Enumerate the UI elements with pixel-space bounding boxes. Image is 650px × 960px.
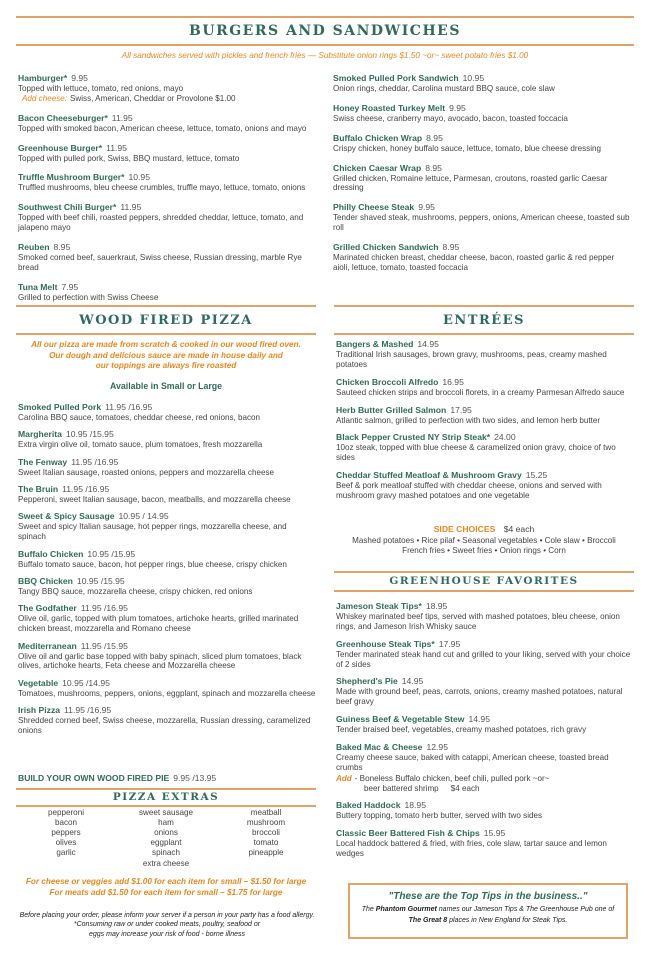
extra-topping: mushroom (246, 818, 286, 828)
menu-item-heading (18, 511, 316, 522)
disclaimer-line: *Consuming raw or under cooked meats, poultry, seafood or (73, 921, 261, 929)
menu-item (18, 549, 316, 570)
menu-item-name: Irish Pizza (18, 705, 61, 716)
side-price: $4 each (503, 524, 535, 534)
menu-item-heading (18, 429, 316, 440)
menu-item-price: 11.95 /16.95 (62, 484, 110, 495)
menu-item-name: Hamburger* (18, 73, 68, 83)
menu-item-price: 11.95 /16.95 (105, 402, 153, 412)
menu-item-heading (336, 432, 634, 443)
menu-item-price: 11.95 /15.95 (80, 640, 128, 651)
menu-item-name: Philly Cheese Steak (333, 202, 415, 213)
menu-item-name: Baked Haddock (336, 800, 401, 811)
menu-item-name: The Bruin (18, 484, 59, 495)
menu-item (336, 601, 634, 632)
menu-item-price: 8.95 (53, 242, 71, 253)
menu-item (336, 714, 634, 735)
menu-item-price: 9.95 (449, 102, 466, 113)
side-choices (334, 524, 634, 556)
menu-item-heading (333, 163, 633, 174)
extras-title: PIZZA EXTRAS (112, 791, 220, 803)
extra-topping: pineapple (248, 848, 284, 858)
mac-addon (336, 774, 634, 794)
pizza-rule-bottom (16, 333, 316, 335)
extra-topping: bacon (54, 818, 78, 828)
extras-note-2: For meats add $1.50 for each item for small – $1.75 for large (49, 887, 283, 897)
menu-item (18, 576, 316, 597)
menu-item-description: Carolina BBQ sauce, tomatoes, cheddar cheese, red onions, bacon (18, 413, 261, 422)
menu-item (336, 432, 634, 463)
menu-item-description: Buffalo tomato sauce, bacon, hot pepper rings, blue cheese, crispy chicken (18, 559, 287, 569)
menu-item (18, 705, 316, 736)
menu-item-heading (333, 103, 633, 114)
menu-item-description: Swiss cheese, cranberry mayo, avocado, bacon, toasted foccacia (333, 113, 568, 123)
menu-item-price: 8.95 (442, 242, 460, 253)
menu-item-heading (18, 73, 318, 84)
menu-item-heading (18, 113, 318, 124)
menu-item-description: Extra virgin olive oil, tomato sauce, plum tomatoes, fresh mozzarella (18, 440, 263, 450)
menu-item-heading (18, 202, 318, 213)
menu-item (18, 73, 318, 104)
menu-item (18, 511, 316, 542)
extras-column-1 (16, 808, 116, 869)
menu-item-price: 10.95 /15.95 (65, 429, 114, 440)
menu-item-heading (336, 714, 634, 725)
menu-item-price: 11.95 /16.95 (71, 456, 119, 467)
menu-item-description: Pepperoni, sweet Italian sausage, bacon, meatballs, and mozzarella cheese (18, 495, 291, 505)
menu-item-name: Greenhouse Burger* (18, 142, 103, 153)
mac-addon-line-1 (336, 774, 634, 784)
side-heading (334, 524, 634, 534)
menu-item (18, 641, 316, 672)
menu-item-name: Mediterranean (18, 640, 77, 651)
menu-item-price: 9.95 (71, 73, 88, 83)
menu-item (333, 242, 633, 273)
menu-item-heading (336, 639, 634, 650)
mac-addon-text: beer battered shrimp (364, 783, 439, 793)
menu-item-price: 18.95 (425, 601, 448, 611)
menu-item-heading (18, 549, 316, 560)
menu-item-price: 11.95 (120, 202, 142, 213)
greenhouse-title: GREENHOUSE FAVORITES (389, 575, 579, 587)
pizza-title: WOOD FIRED PIZZA (79, 313, 253, 328)
menu-item-price: 18.95 (404, 800, 426, 811)
mac-addon-text: - Boneless Buffalo chicken, beef chili, pulled pork ~or~ (354, 773, 550, 783)
menu-item-heading (336, 377, 634, 388)
menu-item (336, 828, 634, 859)
menu-item-name: BBQ Chicken (18, 576, 73, 587)
menu-item-price: 8.95 (425, 162, 442, 173)
menu-item-description: Topped with pulled pork, Swiss, BBQ mustard, lettuce, tomato (18, 153, 240, 163)
extra-topping: tomato (253, 838, 279, 848)
callout-text: places in New England for Steak Tips. (447, 916, 568, 924)
menu-item-price: 11.95 (111, 112, 133, 123)
callout-text: The (361, 906, 376, 914)
burgers-left-col (18, 73, 318, 312)
extras-rule-top (16, 788, 316, 790)
menu-item (336, 470, 634, 501)
extras-notes (16, 877, 316, 898)
menu-item-heading (333, 133, 633, 144)
callout-great8: The Great 8 (408, 916, 448, 924)
menu-item (18, 143, 318, 164)
menu-item-heading (336, 339, 634, 350)
menu-item-name: Cheddar Stuffed Meatloaf & Mushroom Gravy (336, 470, 522, 481)
menu-item-price: 14.95 (468, 714, 490, 725)
menu-item-price: 11.95 (106, 142, 127, 153)
callout-quote: "These are the Top Tips in the business.." (388, 891, 588, 902)
menu-item-description: Creamy cheese sauce, baked with catappi, American cheese, toasted bread crumbs (336, 753, 609, 772)
menu-item-description: Olive oil and garlic base topped with baby spinach, sliced plum tomatoes, black olives, artichoke hearts, Feta cheese and Mozzarella cheese (18, 651, 302, 671)
pizza-intro-line: Our dough and delicious sauce are made in house daily and (49, 350, 283, 360)
addon-text: Swiss, American, Cheddar or Provolone $1.00 (70, 93, 236, 103)
menu-item (18, 172, 318, 193)
extras-column-3 (216, 808, 316, 869)
menu-item-description: Tomatoes, mushrooms, peppers, onions, eggplant, spinach and mozzarella cheese (18, 688, 316, 698)
menu-item-name: The Godfather (18, 603, 77, 614)
menu-item-name: Herb Butter Grilled Salmon (336, 404, 447, 415)
menu-item-name: Smoked Pulled Pork Sandwich (333, 73, 459, 83)
menu-item-price: 10.95 / 14.95 (118, 511, 169, 522)
pizza-intro-line: our toppings are always fire roasted (95, 361, 237, 371)
menu-item-heading (336, 828, 634, 839)
menu-item-description: Traditional Irish sausages, brown gravy, mushrooms, peas, creamy mashed potatoes (336, 350, 607, 369)
greenhouse-rule-top (334, 571, 634, 573)
menu-item (333, 73, 633, 94)
pizza-col (18, 402, 316, 742)
menu-item-name: Margherita (18, 429, 62, 440)
menu-item-heading (336, 676, 634, 687)
menu-item (18, 242, 318, 273)
callout-phantom: Phantom Gourmet (375, 906, 437, 914)
pizza-available: Available in Small or Large (109, 381, 223, 391)
menu-item-price: 9.95 (418, 202, 435, 213)
disclaimer (8, 911, 326, 939)
menu-item-heading (333, 242, 633, 253)
menu-item-description: Onion rings, cheddar, Carolina mustard BBQ sauce, cole slaw (333, 84, 555, 93)
byo-label: BUILD YOUR OWN WOOD FIRED PIE (18, 773, 170, 783)
menu-item-name: Bangers & Mashed (336, 339, 414, 349)
menu-item-price: 10.95 /15.95 (76, 576, 125, 587)
menu-item-price: 17.95 (438, 638, 461, 649)
menu-item-heading (18, 678, 316, 689)
menu-item-price: 17.95 (450, 404, 472, 415)
menu-item-heading (18, 143, 318, 154)
menu-item-description: Sweet Italian sausage, roasted onions, peppers and mozzarella cheese (18, 467, 275, 477)
menu-item-description: Topped with beef chili, roasted peppers, shredded cheddar, lettuce, tomato, and jalapeno mayo (18, 213, 304, 233)
menu-item-heading (18, 172, 318, 183)
menu-item-description: Beef & pork meatloaf stuffed with cheddar cheese, onions and served with mushroom gravy mashed potatoes and one vegetable (336, 481, 602, 501)
extra-topping: peppers (51, 828, 81, 838)
extras-note-1: For cheese or veggies add $1.00 for each item for small – $1.50 for large (25, 877, 307, 886)
menu-item-description: Buttery topping, tomato herb butter, served with two sides (336, 811, 543, 821)
top-rule (16, 16, 634, 18)
menu-item-description: Grilled chicken, Romaine lettuce, Parmesan, croutons, roasted garlic Caesar dressing (333, 173, 608, 193)
menu-item (333, 133, 633, 154)
menu-item (336, 800, 634, 821)
menu-item-description: Tender shaved steak, mushrooms, peppers, onions, American cheese, toasted sub roll (333, 213, 630, 233)
menu-item-heading (18, 242, 318, 253)
entrees-col (336, 339, 634, 508)
burgers-title: BURGERS AND SANDWICHES (189, 23, 461, 39)
menu-item-price: 10.95 (462, 73, 485, 83)
menu-item-price: 24.00 (494, 432, 516, 443)
menu-item-price: 15.25 (525, 470, 548, 481)
menu-item (18, 429, 316, 450)
extra-topping: garlic (56, 848, 76, 858)
menu-item-heading (336, 405, 634, 416)
byo-price: 9.95 /13.95 (173, 773, 217, 783)
extra-topping: pepperoni (47, 808, 84, 817)
menu-item-name: Classic Beer Battered Fish & Chips (336, 828, 480, 839)
menu-item-price: 14.95 (417, 339, 439, 349)
menu-item-description: Atlantic salmon, grilled to perfection with two sides, and lemon herb butter (336, 415, 601, 425)
menu-item-name: Southwest Chili Burger* (18, 202, 117, 213)
mac-addon-line-2 (336, 784, 634, 794)
menu-item-name: Chicken Broccoli Alfredo (336, 376, 439, 387)
menu-item-heading (18, 282, 318, 293)
menu-item (18, 678, 316, 699)
menu-item-name: Shepherd's Pie (336, 676, 398, 687)
greenhouse-col (336, 601, 634, 866)
menu-item-price: 12.95 (426, 742, 448, 753)
menu-item-name: Vegetable (18, 677, 59, 688)
menu-item (333, 103, 633, 124)
menu-item-heading (18, 484, 316, 495)
extra-topping: eggplant (150, 838, 182, 848)
menu-item-heading (336, 800, 634, 811)
menu-item-price: 15.95 (483, 828, 506, 839)
menu-item-name: Bacon Cheeseburger* (18, 112, 108, 123)
menu-item-price: 16.95 (442, 376, 464, 387)
menu-item (336, 405, 634, 426)
menu-item-price: 11.95 /16.95 (64, 705, 112, 716)
menu-item-price: 10.95 (128, 172, 150, 183)
pizza-intro (16, 340, 316, 372)
menu-item-name: Sweet & Spicy Sausage (18, 511, 115, 522)
menu-item-price: 10.95 /15.95 (87, 548, 136, 559)
menu-item-heading (333, 73, 633, 84)
menu-item-name: Grilled Chicken Sandwich (333, 242, 439, 253)
side-title: SIDE CHOICES (433, 524, 496, 534)
side-line-1: Mashed potatoes • Rice pilaf • Seasonal vegetables • Cole slaw • Broccoli (352, 536, 616, 546)
menu-item-description: Tangy BBQ sauce, mozzarella cheese, crispy chicken, red onions (18, 587, 253, 597)
menu-item-name: Smoked Pulled Pork (18, 402, 102, 412)
menu-item-description: Marinated chicken breast, cheddar cheese, bacon, roasted garlic & red pepper aioli, lettuce, tomato, toasted foccacia (333, 253, 615, 272)
menu-item-name: The Fenway (18, 456, 68, 467)
addon-label: Add cheese: (22, 93, 67, 103)
callout-line-1 (360, 906, 616, 915)
menu-item-name: Tuna Melt (18, 281, 58, 292)
extra-topping: broccoli (252, 828, 280, 838)
menu-item-price: 8.95 (426, 132, 443, 143)
burgers-rule (16, 44, 634, 46)
menu-item-description: Shredded corned beef, Swiss cheese, mozzarella, Russian dressing, caramelized onions (18, 716, 311, 736)
disclaimer-line: Before placing your order, please inform your server if a person in your party has a food allergy. (19, 912, 315, 919)
menu-item-description: Made with ground beef, peas, carrots, onions, creamy mashed potatoes, natural beef gravy (336, 687, 623, 707)
menu-item-name: Chicken Caesar Wrap (333, 162, 422, 173)
extra-topping: extra cheese (142, 858, 190, 868)
menu-item (336, 377, 634, 398)
menu-item-name: Black Pepper Crusted NY Strip Steak* (336, 432, 491, 443)
menu-item-name: Guiness Beef & Vegetable Stew (336, 714, 465, 725)
menu-item-heading (18, 641, 316, 652)
extras-column-2 (116, 808, 216, 869)
extras-grid (16, 808, 316, 869)
extra-topping: meatball (250, 808, 282, 817)
menu-item-price: 7.95 (61, 281, 79, 292)
mac-addon-label: Add (336, 773, 352, 783)
menu-item-name: Reuben (18, 242, 50, 253)
menu-item-heading (18, 402, 316, 413)
menu-item-heading (18, 576, 316, 587)
menu-item (18, 457, 316, 478)
menu-item (336, 339, 634, 370)
menu-item-heading (18, 603, 316, 614)
menu-item-name: Honey Roasted Turkey Melt (333, 102, 446, 113)
extra-topping: olives (55, 838, 77, 848)
side-line-2: French fries • Sweet fries • Onion rings • Corn (402, 546, 566, 556)
menu-item-description: Tender marinated steak hand cut and grilled to your liking, served with your choice of 2 sides (336, 649, 631, 669)
menu-item (18, 282, 318, 303)
burgers-subtitle: All sandwiches served with pickles and french fries — Substitute onion rings $1.50 ~or~ sweet potato fries $1.00 (121, 51, 529, 60)
menu-item (18, 603, 316, 634)
menu-item-heading (333, 202, 633, 213)
mac-addon-price: $4 each (450, 783, 480, 793)
menu-item-description: Olive oil, garlic, topped with plum tomatoes, artichoke hearts, grilled marinated chicken breast, mozzarella and Romano cheese (18, 614, 299, 634)
greenhouse-rule-bottom (334, 590, 634, 592)
menu-item (18, 484, 316, 505)
menu-item-heading (18, 705, 316, 716)
menu-item-name: Buffalo Chicken (18, 548, 84, 559)
menu-item-price: 14.95 (401, 676, 424, 687)
extra-topping: onions (154, 828, 178, 838)
menu-item-description: Grilled to perfection with Swiss Cheese (18, 292, 159, 302)
menu-item-description: 10oz steak, topped with blue cheese & caramelized onion gravy, choice of two sides (336, 443, 616, 463)
menu-item-description: Topped with smoked bacon, American cheese, lettuce, tomato, onions and mayo (18, 123, 307, 133)
menu-item-description: Crispy chicken, honey buffalo sauce, lettuce, tomato, blue cheese dressing (333, 143, 601, 153)
byo-line (18, 773, 318, 783)
menu-item-addon (18, 94, 318, 104)
menu-item-description: Sauteed chicken strips and broccoli florets, in a creamy Parmesan Alfredo sauce (336, 387, 625, 397)
entrees-title: ENTRÉES (443, 313, 525, 328)
menu-item (18, 202, 318, 233)
menu-item-description: Smoked corned beef, sauerkraut, Swiss cheese, Russian dressing, marble Rye bread (18, 253, 302, 272)
entrees-rule-bottom (334, 333, 634, 335)
menu-item (18, 113, 318, 134)
menu-item-price: 11.95 /16.95 (80, 603, 128, 614)
menu-item-description: Topped with lettuce, tomato, red onions, mayo (18, 84, 184, 93)
menu-item-heading (336, 601, 634, 612)
menu-item-name: Jameson Steak Tips* (336, 601, 422, 611)
menu-item (333, 202, 633, 233)
menu-item-price: 10.95 /14.95 (62, 677, 110, 688)
menu-item-name: Greenhouse Steak Tips* (336, 638, 435, 649)
menu-item-heading (336, 742, 634, 753)
menu-item-heading (18, 457, 316, 468)
pizza-rule-top (16, 305, 316, 307)
extra-topping: ham (158, 818, 174, 828)
callout-line-2 (360, 917, 616, 926)
extra-topping: spinach (152, 848, 180, 858)
extra-topping: sweet sausage (139, 808, 193, 817)
menu-item-description: Local haddock battered & fried, with fries, cole slaw, tartar sauce and lemon wedges (336, 839, 607, 859)
disclaimer-line: eggs may increase your risk of food - borne illness (88, 930, 246, 938)
entrees-rule-top (334, 305, 634, 307)
menu-item-description: Tender braised beef, vegetables, creamy mashed potatoes, rich gravy (336, 725, 587, 735)
menu-item (18, 402, 316, 423)
extras-rule-bottom (16, 805, 316, 807)
pizza-intro-line: All our pizza are made from scratch & cooked in our wood fired oven. (31, 340, 301, 349)
callout-text: names our Jameson Tips & The Greenhouse Pub one of (436, 906, 615, 914)
menu-item-name: Buffalo Chicken Wrap (333, 132, 423, 143)
menu-item (336, 676, 634, 707)
menu-item-description: Truffled mushrooms, bleu cheese crumbles, truffle mayo, lettuce, tomato, onions (18, 183, 306, 193)
burgers-right-col (333, 73, 633, 282)
menu-item (336, 639, 634, 670)
top-tips-callout (348, 883, 628, 939)
menu-item-description: Whiskey marinated beef tips, served with mashed potatoes, bleu cheese, onion rings, and Jameson Irish Whisky sauce (336, 612, 620, 631)
menu-item-heading (336, 470, 634, 481)
menu-item-description: Sweet and spicy Italian sausage, hot pepper rings, mozzarella cheese, and spinach (18, 522, 287, 542)
menu-item-name: Truffle Mushroom Burger* (18, 172, 125, 183)
menu-item-name: Baked Mac & Cheese (336, 742, 423, 753)
menu-item (333, 163, 633, 194)
menu-item (336, 742, 634, 793)
